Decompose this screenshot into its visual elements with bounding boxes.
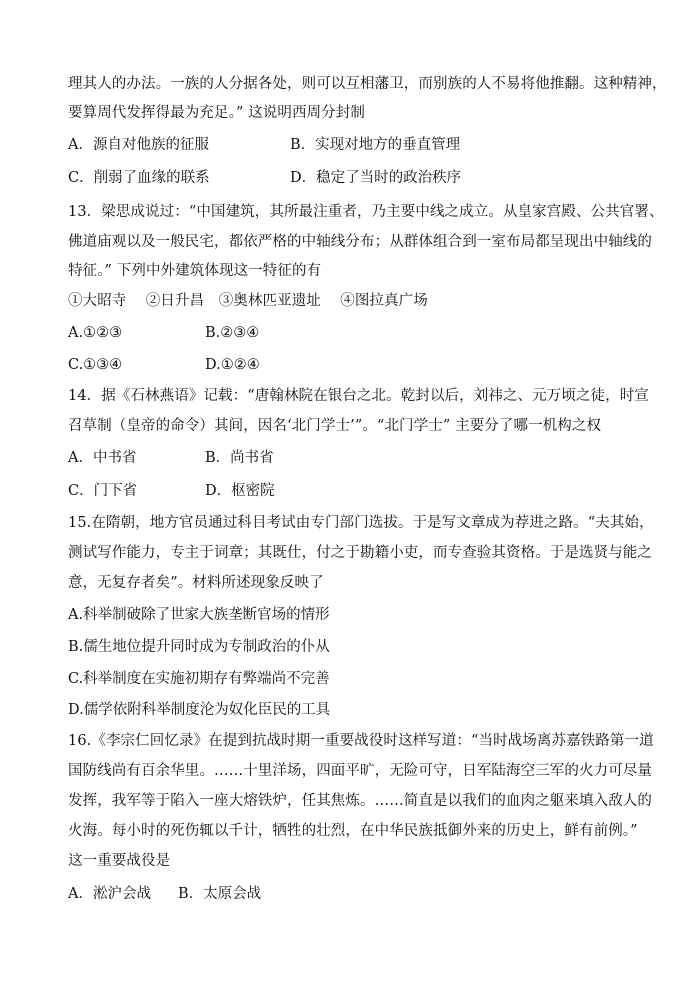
q15-line-2: 测试写作能力，专主于词章；其既仕，付之于勘籍小吏，而专查验其资格。于是选贤与能之 — [68, 545, 652, 561]
q13-option-b: B.②③④ — [205, 325, 260, 341]
q15-option-d: D.儒学依附科举制度沦为奴化臣民的工具 — [68, 702, 331, 718]
q15-line-3: 意，无复存者矣”。材料所述现象反映了 — [68, 575, 324, 591]
q13-line-3: 特征。” 下列中外建筑体现这一特征的有 — [68, 263, 322, 279]
q14-option-b: B．尚书省 — [205, 450, 274, 466]
q12-option-b: B．实现对地方的垂直管理 — [290, 137, 461, 153]
q16-line-4: 火海。每小时的死伤辄以千计，牺牲的壮烈，在中华民族抵御外来的历史上，鲜有前例。” — [68, 823, 638, 839]
q12-line-1: 理其人的办法。一族的人分据各处，则可以互相藩卫，而别族的人不易将他推翻。这种精神， — [68, 76, 667, 92]
q14-line-1: 14．据《石林燕语》记载：“唐翰林院在银台之北。乾封以后，刘祎之、元万顷之徒，时宣 — [68, 388, 649, 404]
q16-line-5: 这一重要战役是 — [68, 853, 171, 869]
q16-line-2: 国防线尚有百余华里。……十里洋场，四面平旷，无险可守，日军陆海空三军的火力可尽量 — [68, 763, 652, 779]
q16-line-3: 发挥，我军等于陷入一座大熔铁炉，任其焦炼。……简直是以我们的血肉之躯来填入敌人的 — [68, 793, 652, 809]
q16-option-a: A．淞沪会战 — [68, 886, 151, 902]
q16-line-1: 16.《李宗仁回忆录》在提到抗战时期一重要战役时这样写道：“当时战场离苏嘉铁路第一道 — [68, 733, 654, 749]
q15-option-c: C.科举制度在实施初期存有弊端尚不完善 — [68, 671, 330, 687]
q13-option-c: C.①③④ — [68, 357, 123, 373]
q14-option-c: C．门下省 — [68, 483, 138, 499]
q13-option-d: D.①②④ — [205, 357, 260, 373]
q12-line-2: 要算周代发挥得最为充足。” 这说明西周分封制 — [68, 105, 365, 121]
q12-option-c: C．削弱了血缘的联系 — [68, 170, 210, 186]
q13-line-2: 佛道庙观以及一般民宅，都依严格的中轴线分布；从群体组合到一室布局都呈现出中轴线的 — [68, 234, 652, 250]
q16-option-b: B．太原会战 — [178, 886, 262, 902]
q15-option-a: A.科举制破除了世家大族垄断官场的情形 — [68, 607, 330, 623]
q15-line-1: 15.在隋朝，地方官员通过科目考试由专门部门选拔。于是写文章成为荐进之路。“夫其始， — [68, 515, 654, 531]
q14-option-a: A．中书省 — [68, 450, 137, 466]
q12-option-d: D．稳定了当时的政治秩序 — [290, 170, 462, 186]
q13-line-1: 13．梁思成说过：“中国建筑，其所最注重者，乃主要中线之成立。从皇家宫殿、公共官署、 — [68, 204, 664, 220]
q14-line-2: 召草制（皇帝的命令）其间，因名‘北门学士’”。“北门学士” 主要分了哪一机构之权 — [68, 418, 602, 434]
q14-option-d: D．枢密院 — [205, 483, 275, 499]
q13-items: ①大昭寺 ②日升昌 ③奥林匹亚遗址 ④图拉真广场 — [68, 293, 428, 309]
q12-option-a: A．源自对他族的征服 — [68, 137, 209, 153]
q15-option-b: B.儒生地位提升同时成为专制政治的仆从 — [68, 639, 330, 655]
q13-option-a: A.①②③ — [68, 325, 123, 341]
